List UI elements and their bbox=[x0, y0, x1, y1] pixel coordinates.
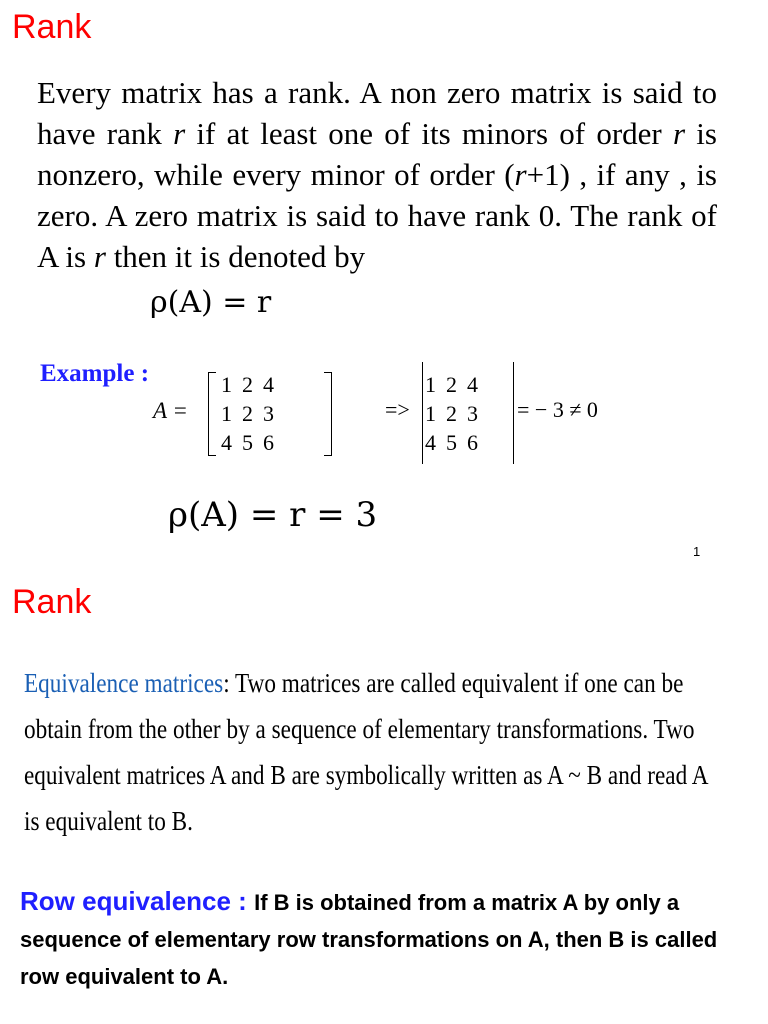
matrix-a-table bbox=[216, 370, 279, 457]
matrix-cell: 4 bbox=[425, 430, 436, 455]
determinant-right-bar bbox=[513, 362, 514, 464]
variable-r: r bbox=[93, 239, 106, 274]
row-equivalence-text: If B is obtained from a matrix A by only a sequence of elementary row transformations on A, then B is called row equivalent to A. bbox=[20, 890, 718, 989]
slide-title: Rank bbox=[12, 8, 92, 46]
matrix-cell: 2 bbox=[446, 372, 457, 397]
matrix-cell: 4 bbox=[263, 372, 274, 397]
matrix-cell: 2 bbox=[242, 401, 253, 426]
page-number: 1 bbox=[693, 544, 701, 559]
matrix-cell: 2 bbox=[446, 401, 457, 426]
determinant-left-bar bbox=[422, 362, 423, 464]
equivalence-term: Equivalence matrices bbox=[24, 668, 224, 698]
matrix-cell: 3 bbox=[467, 401, 478, 426]
matrix-cell: 3 bbox=[263, 401, 274, 426]
slide-title: Rank bbox=[12, 583, 92, 621]
matrix-cell: 1 bbox=[425, 372, 436, 397]
equivalence-paragraph bbox=[24, 660, 725, 844]
matrix-label: A = bbox=[153, 398, 188, 423]
matrix-row bbox=[420, 428, 483, 457]
rank-result-formula: ρ(A) = r = 3 bbox=[168, 495, 378, 535]
example-label: Example : bbox=[40, 360, 150, 387]
matrix-cell: 1 bbox=[221, 401, 232, 426]
implies-arrow: => bbox=[385, 397, 410, 422]
determinant-result: = − 3 ≠ 0 bbox=[517, 397, 598, 422]
left-bracket bbox=[208, 372, 216, 456]
matrix-cell: 4 bbox=[467, 372, 478, 397]
text-run: Every matrix has a rank. A non zero matrix is said to have rank bbox=[37, 75, 717, 151]
variable-r: r bbox=[514, 157, 527, 192]
row-equivalence-paragraph bbox=[20, 883, 720, 995]
matrix-cell: 5 bbox=[446, 430, 457, 455]
matrix-cell: 5 bbox=[242, 430, 253, 455]
matrix-cell: 6 bbox=[467, 430, 478, 455]
variable-r: r bbox=[173, 116, 186, 151]
matrix-cell: 1 bbox=[221, 372, 232, 397]
text-run: is nonzero, while every minor of order ( bbox=[37, 116, 717, 192]
rank-definition-paragraph bbox=[37, 72, 717, 277]
matrix-a bbox=[208, 370, 332, 458]
equivalence-text: : Two matrices are called equivalent if one can be obtain from the other by a sequence of elementary transformations. Two equivalent matrices A and B are symbolically written as A ~ B and read A is equivalent to B. bbox=[24, 668, 708, 836]
right-bracket bbox=[324, 372, 332, 456]
determinant-table bbox=[420, 370, 483, 457]
row-equivalence-term: Row equivalence : bbox=[20, 886, 255, 916]
matrix-cell: 6 bbox=[263, 430, 274, 455]
rank-notation-formula: ρ(A) = r bbox=[150, 285, 272, 320]
matrix-row bbox=[216, 399, 279, 428]
matrix-cell: 1 bbox=[425, 401, 436, 426]
text-run: +1) , if any , is zero. A zero matrix is said to have rank 0. The rank of A is bbox=[37, 157, 717, 274]
matrix-row bbox=[420, 370, 483, 399]
matrix-row bbox=[216, 370, 279, 399]
matrix-row bbox=[216, 428, 279, 457]
matrix-cell: 2 bbox=[242, 372, 253, 397]
text-run: then it is denoted by bbox=[105, 239, 366, 274]
text-run: if at least one of its minors of order bbox=[185, 116, 673, 151]
matrix-cell: 4 bbox=[221, 430, 232, 455]
matrix-row bbox=[420, 399, 483, 428]
variable-r: r bbox=[672, 116, 686, 151]
determinant-a bbox=[421, 370, 515, 458]
